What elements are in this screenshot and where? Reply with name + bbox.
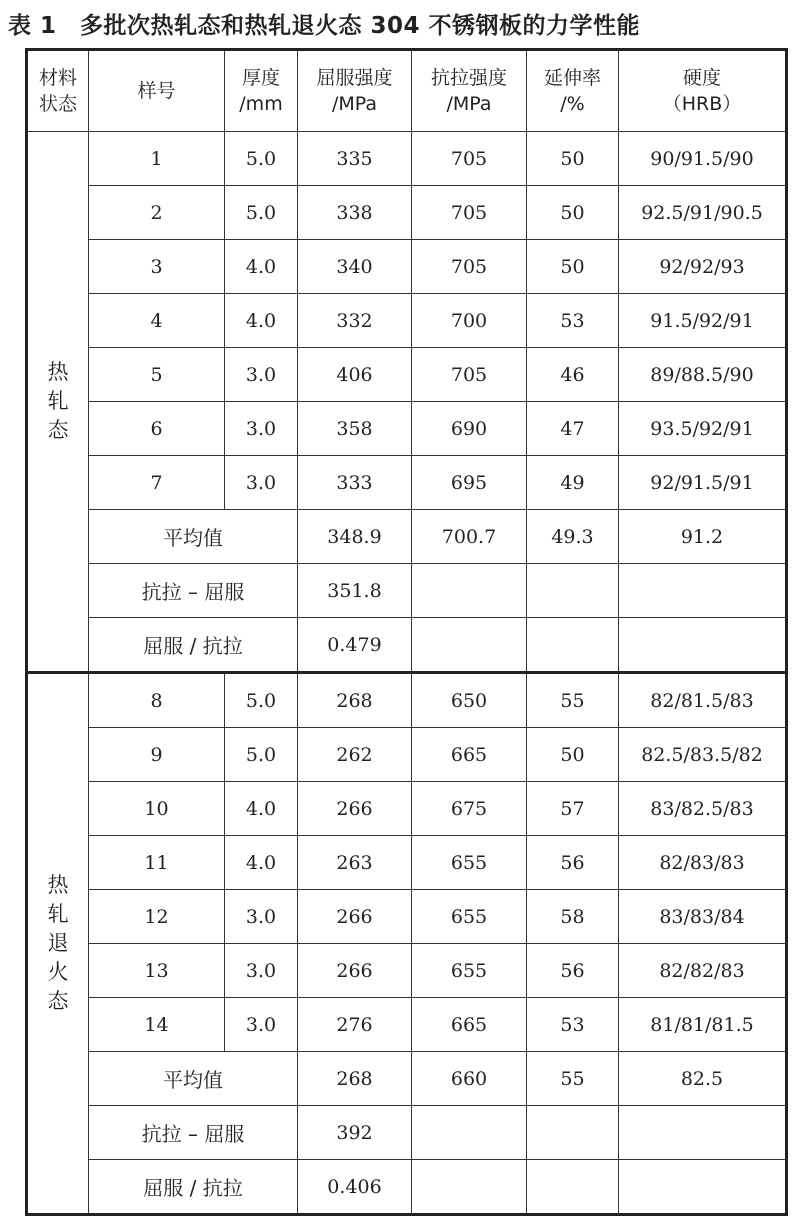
yield-strength-cell: 266 (298, 890, 412, 944)
elongation-cell: 47 (527, 402, 619, 456)
tensile-strength-cell: 700 (412, 294, 527, 348)
hardness-cell: 92/92/93 (619, 240, 787, 294)
average-row (27, 510, 787, 564)
header-hardness: 硬度 （HRB） (619, 50, 787, 132)
elongation-cell: 50 (527, 728, 619, 782)
elongation-cell: 55 (527, 673, 619, 728)
header-elongation: 延伸率 /% (527, 50, 619, 132)
table-row (27, 944, 787, 998)
thickness-cell: 5.0 (225, 186, 298, 240)
thickness-cell: 5.0 (225, 673, 298, 728)
yield-strength-cell: 333 (298, 456, 412, 510)
tensile-strength-cell: 705 (412, 186, 527, 240)
header-yield-strength: 屈服强度 /MPa (298, 50, 412, 132)
table-row (27, 456, 787, 510)
thickness-cell: 3.0 (225, 890, 298, 944)
hardness-cell: 91.5/92/91 (619, 294, 787, 348)
mechanical-properties-table (25, 48, 788, 1216)
table-row (27, 294, 787, 348)
hardness-cell: 90/91.5/90 (619, 132, 787, 186)
table-row (27, 998, 787, 1052)
average-label: 平均值 (89, 1052, 298, 1106)
sample-no-cell: 10 (89, 782, 225, 836)
empty-cell (527, 1160, 619, 1215)
average-row (27, 1052, 787, 1106)
ratio-label: 屈服 / 抗拉 (89, 618, 298, 673)
yield-strength-cell: 262 (298, 728, 412, 782)
thickness-cell: 4.0 (225, 240, 298, 294)
elongation-cell: 53 (527, 998, 619, 1052)
ratio-value: 0.406 (298, 1160, 412, 1215)
thickness-cell: 3.0 (225, 944, 298, 998)
diff-label: 抗拉 – 屈服 (89, 1106, 298, 1160)
average-tensile: 700.7 (412, 510, 527, 564)
yield-strength-cell: 268 (298, 673, 412, 728)
state-char: 热 (47, 873, 69, 897)
hardness-cell: 93.5/92/91 (619, 402, 787, 456)
sample-no-cell: 13 (89, 944, 225, 998)
yield-strength-cell: 340 (298, 240, 412, 294)
elongation-cell: 49 (527, 456, 619, 510)
header-state: 材料 状态 (27, 50, 89, 132)
hardness-cell: 81/81/81.5 (619, 998, 787, 1052)
thickness-cell: 5.0 (225, 132, 298, 186)
empty-cell (412, 618, 527, 673)
elongation-cell: 50 (527, 186, 619, 240)
yield-strength-cell: 266 (298, 944, 412, 998)
thickness-cell: 5.0 (225, 728, 298, 782)
elongation-cell: 56 (527, 836, 619, 890)
state-label (27, 132, 89, 673)
tensile-strength-cell: 690 (412, 402, 527, 456)
tensile-strength-cell: 705 (412, 240, 527, 294)
hardness-cell: 89/88.5/90 (619, 348, 787, 402)
sample-no-cell: 1 (89, 132, 225, 186)
thickness-cell: 3.0 (225, 456, 298, 510)
tensile-strength-cell: 675 (412, 782, 527, 836)
state-char: 热 (47, 360, 69, 384)
table-row (27, 890, 787, 944)
table-row (27, 348, 787, 402)
table-row (27, 132, 787, 186)
elongation-cell: 56 (527, 944, 619, 998)
header-thickness: 厚度 /mm (225, 50, 298, 132)
sample-no-cell: 11 (89, 836, 225, 890)
thickness-cell: 3.0 (225, 998, 298, 1052)
hardness-cell: 82/82/83 (619, 944, 787, 998)
yield-strength-cell: 335 (298, 132, 412, 186)
elongation-cell: 50 (527, 132, 619, 186)
thickness-cell: 3.0 (225, 402, 298, 456)
hardness-cell: 92.5/91/90.5 (619, 186, 787, 240)
tensile-strength-cell: 655 (412, 890, 527, 944)
empty-cell (412, 1160, 527, 1215)
thickness-cell: 4.0 (225, 294, 298, 348)
table-row (27, 673, 787, 728)
diff-value: 392 (298, 1106, 412, 1160)
ratio-label: 屈服 / 抗拉 (89, 1160, 298, 1215)
table-row (27, 728, 787, 782)
sample-no-cell: 9 (89, 728, 225, 782)
state-char: 退 (47, 931, 69, 955)
tensile-strength-cell: 650 (412, 673, 527, 728)
sample-no-cell: 6 (89, 402, 225, 456)
empty-cell (619, 1160, 787, 1215)
average-hardness: 91.2 (619, 510, 787, 564)
table-row (27, 240, 787, 294)
sample-no-cell: 12 (89, 890, 225, 944)
average-yield: 268 (298, 1052, 412, 1106)
average-elongation: 55 (527, 1052, 619, 1106)
hardness-cell: 92/91.5/91 (619, 456, 787, 510)
thickness-cell: 4.0 (225, 836, 298, 890)
diff-label: 抗拉 – 屈服 (89, 564, 298, 618)
header-tensile-strength: 抗拉强度 /MPa (412, 50, 527, 132)
properties-table-frame (25, 48, 785, 1216)
empty-cell (619, 618, 787, 673)
ratio-value: 0.479 (298, 618, 412, 673)
hardness-cell: 82/81.5/83 (619, 673, 787, 728)
state-char: 态 (47, 989, 69, 1013)
yield-strength-cell: 263 (298, 836, 412, 890)
table-caption: 表 1 多批次热轧态和热轧退火态 304 不锈钢板的力学性能 (8, 13, 641, 39)
elongation-cell: 58 (527, 890, 619, 944)
elongation-cell: 46 (527, 348, 619, 402)
ratio-row (27, 618, 787, 673)
yield-strength-cell: 276 (298, 998, 412, 1052)
diff-row (27, 1106, 787, 1160)
tensile-strength-cell: 705 (412, 348, 527, 402)
average-yield: 348.9 (298, 510, 412, 564)
elongation-cell: 53 (527, 294, 619, 348)
sample-no-cell: 8 (89, 673, 225, 728)
table-row (27, 836, 787, 890)
tensile-strength-cell: 665 (412, 998, 527, 1052)
table-row (27, 186, 787, 240)
sample-no-cell: 5 (89, 348, 225, 402)
sample-no-cell: 4 (89, 294, 225, 348)
tensile-strength-cell: 695 (412, 456, 527, 510)
elongation-cell: 57 (527, 782, 619, 836)
state-label (27, 673, 89, 1215)
tensile-strength-cell: 665 (412, 728, 527, 782)
tensile-strength-cell: 655 (412, 836, 527, 890)
sample-no-cell: 7 (89, 456, 225, 510)
state-char: 轧 (47, 902, 69, 926)
empty-cell (619, 1106, 787, 1160)
diff-row (27, 564, 787, 618)
average-elongation: 49.3 (527, 510, 619, 564)
diff-value: 351.8 (298, 564, 412, 618)
average-label: 平均值 (89, 510, 298, 564)
empty-cell (412, 1106, 527, 1160)
yield-strength-cell: 338 (298, 186, 412, 240)
empty-cell (527, 1106, 619, 1160)
header-row (27, 50, 787, 132)
yield-strength-cell: 406 (298, 348, 412, 402)
empty-cell (412, 564, 527, 618)
yield-strength-cell: 358 (298, 402, 412, 456)
header-sample-no: 样号 (89, 50, 225, 132)
yield-strength-cell: 332 (298, 294, 412, 348)
empty-cell (527, 564, 619, 618)
hardness-cell: 82/83/83 (619, 836, 787, 890)
thickness-cell: 3.0 (225, 348, 298, 402)
ratio-row (27, 1160, 787, 1215)
hardness-cell: 83/83/84 (619, 890, 787, 944)
elongation-cell: 50 (527, 240, 619, 294)
tensile-strength-cell: 655 (412, 944, 527, 998)
thickness-cell: 4.0 (225, 782, 298, 836)
table-row (27, 402, 787, 456)
sample-no-cell: 2 (89, 186, 225, 240)
state-char: 态 (47, 418, 69, 442)
state-char: 火 (47, 960, 69, 984)
sample-no-cell: 3 (89, 240, 225, 294)
empty-cell (619, 564, 787, 618)
yield-strength-cell: 266 (298, 782, 412, 836)
table-body (27, 132, 787, 1215)
hardness-cell: 82.5/83.5/82 (619, 728, 787, 782)
state-char: 轧 (47, 389, 69, 413)
average-tensile: 660 (412, 1052, 527, 1106)
empty-cell (527, 618, 619, 673)
tensile-strength-cell: 705 (412, 132, 527, 186)
table-row (27, 782, 787, 836)
hardness-cell: 83/82.5/83 (619, 782, 787, 836)
sample-no-cell: 14 (89, 998, 225, 1052)
average-hardness: 82.5 (619, 1052, 787, 1106)
